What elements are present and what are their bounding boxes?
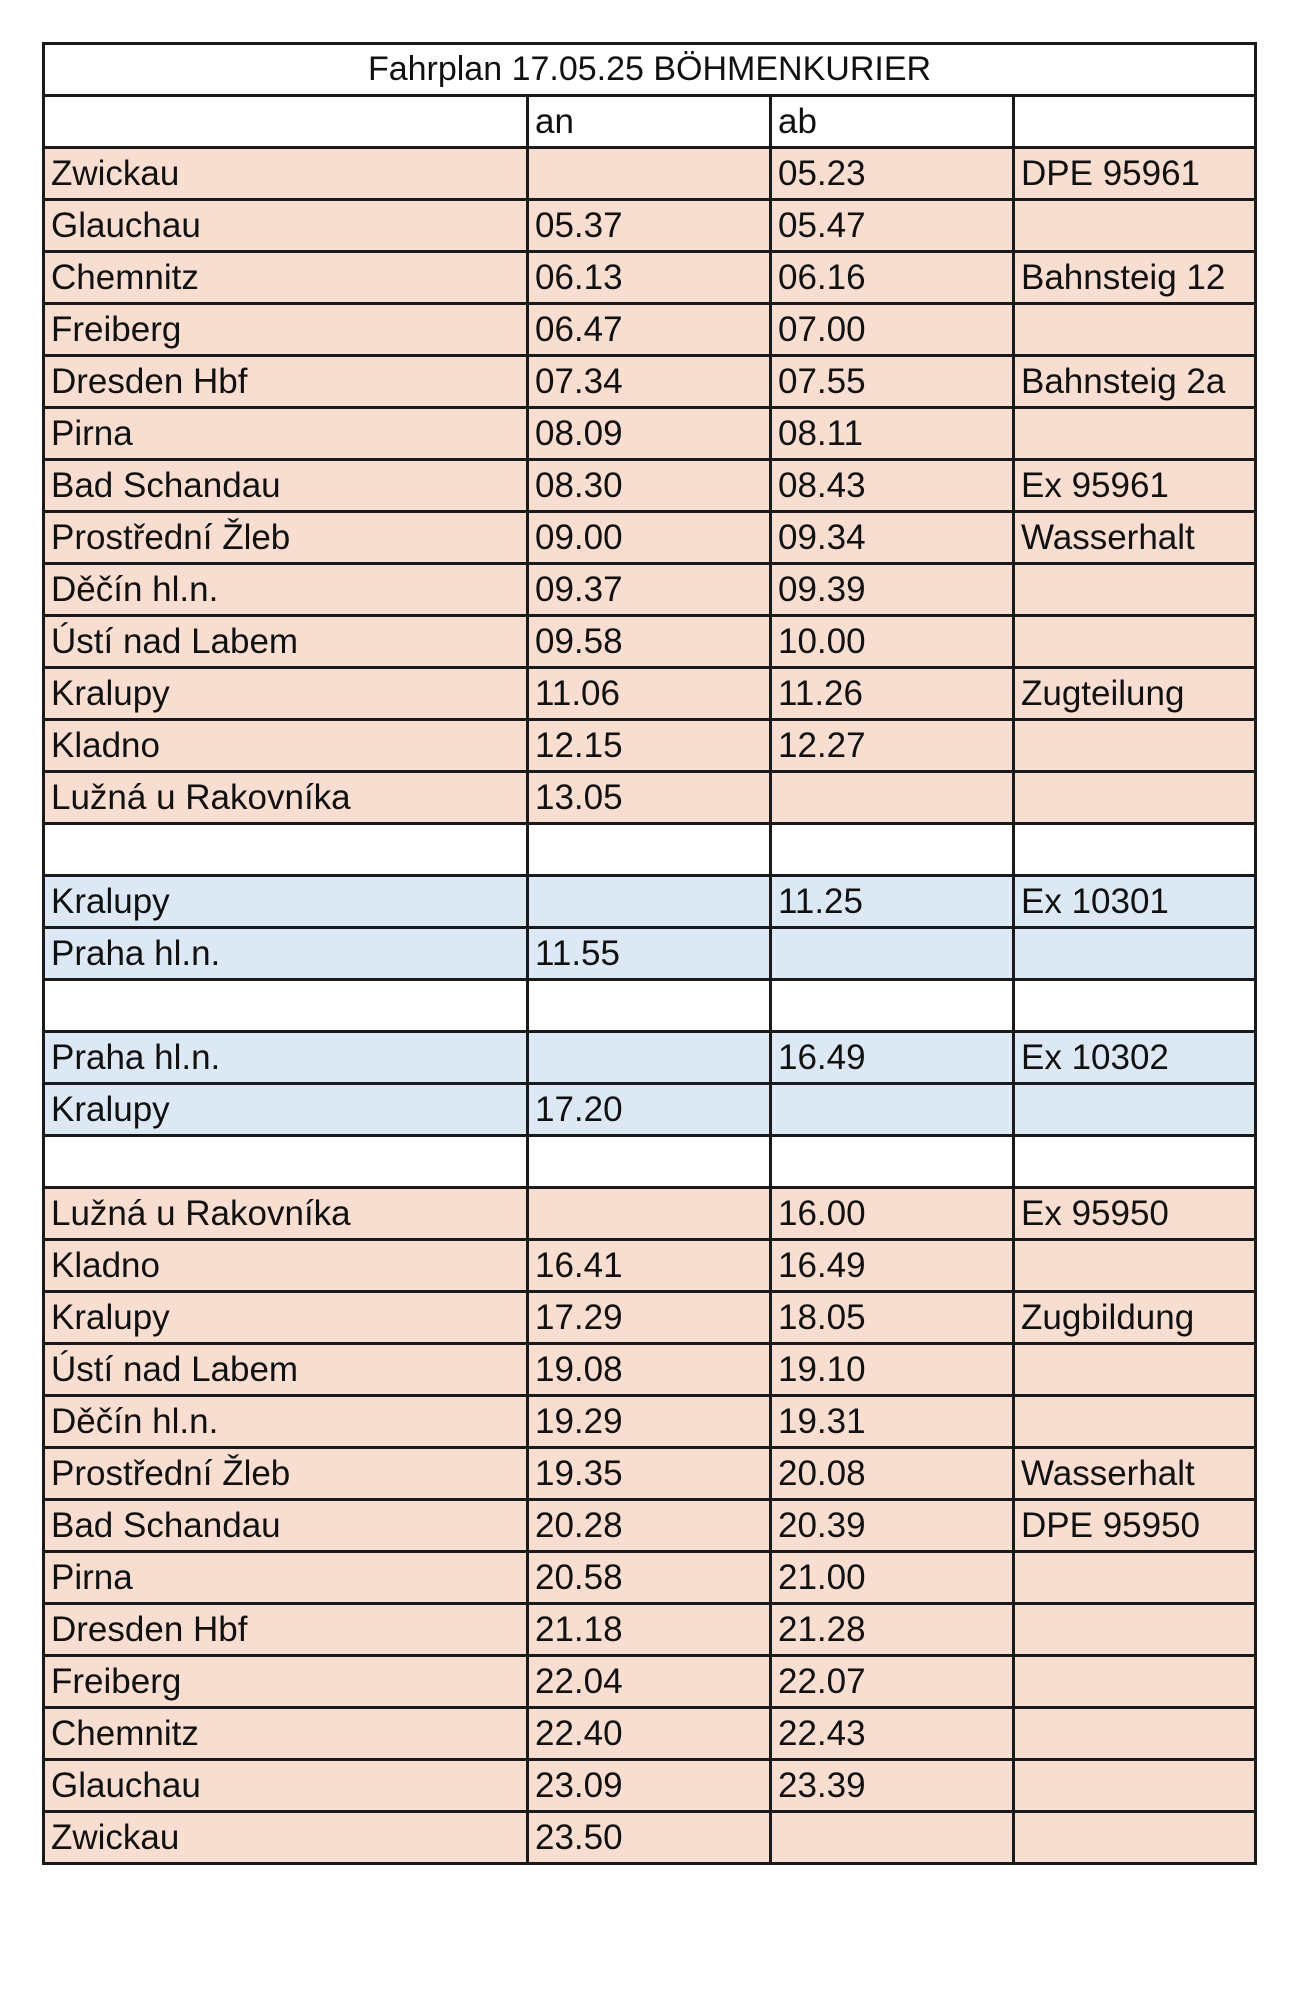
note-cell [1014, 1240, 1256, 1292]
timetable-row [44, 1292, 1256, 1344]
departure-cell: 16.00 [771, 1188, 1014, 1240]
separator-row [44, 980, 1256, 1032]
departure-cell [771, 980, 1014, 1032]
timetable-row [44, 512, 1256, 564]
departure-cell: 12.27 [771, 720, 1014, 772]
departure-cell: 16.49 [771, 1240, 1014, 1292]
departure-cell: 05.47 [771, 200, 1014, 252]
departure-cell: 06.16 [771, 252, 1014, 304]
note-cell: Bahnsteig 12 [1014, 252, 1256, 304]
arrival-cell: 09.58 [528, 616, 771, 668]
departure-cell: 11.26 [771, 668, 1014, 720]
arrival-cell: 19.29 [528, 1396, 771, 1448]
arrival-cell: 12.15 [528, 720, 771, 772]
departure-cell: 08.11 [771, 408, 1014, 460]
departure-cell: 08.43 [771, 460, 1014, 512]
station-cell: Kralupy [44, 1084, 528, 1136]
station-cell: Prostřední Žleb [44, 1448, 528, 1500]
departure-cell: 22.43 [771, 1708, 1014, 1760]
station-cell: Chemnitz [44, 1708, 528, 1760]
timetable-row [44, 1812, 1256, 1864]
arrival-cell: 11.06 [528, 668, 771, 720]
station-cell: Glauchau [44, 200, 528, 252]
timetable-row [44, 304, 1256, 356]
arrival-cell: 21.18 [528, 1604, 771, 1656]
station-cell: Zwickau [44, 1812, 528, 1864]
station-cell: Kladno [44, 1240, 528, 1292]
timetable-row [44, 564, 1256, 616]
arrival-cell: 06.13 [528, 252, 771, 304]
note-cell: DPE 95950 [1014, 1500, 1256, 1552]
note-cell [1014, 1136, 1256, 1188]
departure-cell [771, 824, 1014, 876]
timetable-row [44, 1396, 1256, 1448]
station-cell: Praha hl.n. [44, 928, 528, 980]
arrival-cell [528, 980, 771, 1032]
note-cell: Ex 10302 [1014, 1032, 1256, 1084]
departure-cell: 09.34 [771, 512, 1014, 564]
note-cell [1014, 564, 1256, 616]
timetable-row [44, 928, 1256, 980]
note-cell: Wasserhalt [1014, 512, 1256, 564]
departure-cell: 23.39 [771, 1760, 1014, 1812]
arrival-cell: 17.20 [528, 1084, 771, 1136]
arrival-cell [528, 1188, 771, 1240]
station-cell: Lužná u Rakovníka [44, 772, 528, 824]
timetable-row [44, 1448, 1256, 1500]
header-ab: ab [771, 96, 1014, 148]
timetable-row [44, 1188, 1256, 1240]
timetable-row [44, 148, 1256, 200]
timetable-row [44, 1708, 1256, 1760]
note-cell: DPE 95961 [1014, 148, 1256, 200]
station-cell: Kralupy [44, 876, 528, 928]
timetable-row [44, 1760, 1256, 1812]
header-row [44, 96, 1256, 148]
arrival-cell: 09.37 [528, 564, 771, 616]
station-cell: Chemnitz [44, 252, 528, 304]
arrival-cell: 07.34 [528, 356, 771, 408]
arrival-cell [528, 148, 771, 200]
timetable-row [44, 1656, 1256, 1708]
note-cell [1014, 980, 1256, 1032]
note-cell: Ex 95950 [1014, 1188, 1256, 1240]
note-cell [1014, 1084, 1256, 1136]
title-row [44, 44, 1256, 96]
timetable-row [44, 772, 1256, 824]
arrival-cell: 22.40 [528, 1708, 771, 1760]
arrival-cell: 17.29 [528, 1292, 771, 1344]
arrival-cell: 08.30 [528, 460, 771, 512]
station-cell: Děčín hl.n. [44, 564, 528, 616]
station-cell [44, 980, 528, 1032]
arrival-cell [528, 876, 771, 928]
note-cell: Ex 95961 [1014, 460, 1256, 512]
departure-cell: 18.05 [771, 1292, 1014, 1344]
departure-cell [771, 1136, 1014, 1188]
timetable [42, 42, 1257, 1865]
timetable-row [44, 356, 1256, 408]
station-cell [44, 824, 528, 876]
arrival-cell: 16.41 [528, 1240, 771, 1292]
departure-cell: 09.39 [771, 564, 1014, 616]
note-cell: Bahnsteig 2a [1014, 356, 1256, 408]
note-cell: Zugbildung [1014, 1292, 1256, 1344]
arrival-cell: 13.05 [528, 772, 771, 824]
note-cell [1014, 408, 1256, 460]
station-cell: Kralupy [44, 668, 528, 720]
timetable-row [44, 200, 1256, 252]
departure-cell: 20.39 [771, 1500, 1014, 1552]
timetable-row [44, 252, 1256, 304]
departure-cell [771, 772, 1014, 824]
note-cell [1014, 304, 1256, 356]
station-cell: Dresden Hbf [44, 356, 528, 408]
separator-row [44, 824, 1256, 876]
note-cell [1014, 1760, 1256, 1812]
station-cell: Pirna [44, 1552, 528, 1604]
timetable-row [44, 408, 1256, 460]
station-cell: Prostřední Žleb [44, 512, 528, 564]
station-cell: Pirna [44, 408, 528, 460]
departure-cell: 20.08 [771, 1448, 1014, 1500]
note-cell: Wasserhalt [1014, 1448, 1256, 1500]
station-cell: Bad Schandau [44, 1500, 528, 1552]
station-cell: Zwickau [44, 148, 528, 200]
station-cell: Freiberg [44, 1656, 528, 1708]
arrival-cell: 19.08 [528, 1344, 771, 1396]
departure-cell: 11.25 [771, 876, 1014, 928]
station-cell: Dresden Hbf [44, 1604, 528, 1656]
timetable-row [44, 876, 1256, 928]
arrival-cell: 23.50 [528, 1812, 771, 1864]
header-station [44, 96, 528, 148]
departure-cell: 07.55 [771, 356, 1014, 408]
note-cell [1014, 200, 1256, 252]
arrival-cell: 09.00 [528, 512, 771, 564]
note-cell [1014, 1812, 1256, 1864]
arrival-cell: 23.09 [528, 1760, 771, 1812]
departure-cell: 16.49 [771, 1032, 1014, 1084]
departure-cell: 19.31 [771, 1396, 1014, 1448]
timetable-title: Fahrplan 17.05.25 BÖHMENKURIER [44, 44, 1256, 96]
station-cell: Kralupy [44, 1292, 528, 1344]
arrival-cell: 08.09 [528, 408, 771, 460]
timetable-body [44, 44, 1256, 1864]
arrival-cell [528, 1032, 771, 1084]
note-cell [1014, 772, 1256, 824]
note-cell: Zugteilung [1014, 668, 1256, 720]
timetable-row [44, 460, 1256, 512]
station-cell [44, 1136, 528, 1188]
station-cell: Glauchau [44, 1760, 528, 1812]
header-an: an [528, 96, 771, 148]
timetable-row [44, 668, 1256, 720]
separator-row [44, 1136, 1256, 1188]
arrival-cell: 05.37 [528, 200, 771, 252]
station-cell: Děčín hl.n. [44, 1396, 528, 1448]
departure-cell: 19.10 [771, 1344, 1014, 1396]
departure-cell [771, 1084, 1014, 1136]
note-cell [1014, 720, 1256, 772]
arrival-cell: 06.47 [528, 304, 771, 356]
timetable-row [44, 1344, 1256, 1396]
departure-cell: 21.28 [771, 1604, 1014, 1656]
timetable-row [44, 1604, 1256, 1656]
station-cell: Kladno [44, 720, 528, 772]
station-cell: Ústí nad Labem [44, 616, 528, 668]
departure-cell [771, 928, 1014, 980]
arrival-cell: 20.28 [528, 1500, 771, 1552]
station-cell: Lužná u Rakovníka [44, 1188, 528, 1240]
timetable-row [44, 1240, 1256, 1292]
timetable-row [44, 720, 1256, 772]
note-cell [1014, 1656, 1256, 1708]
note-cell [1014, 1708, 1256, 1760]
note-cell [1014, 928, 1256, 980]
timetable-row [44, 1500, 1256, 1552]
note-cell: Ex 10301 [1014, 876, 1256, 928]
note-cell [1014, 1344, 1256, 1396]
timetable-row [44, 1032, 1256, 1084]
arrival-cell [528, 1136, 771, 1188]
departure-cell: 05.23 [771, 148, 1014, 200]
station-cell: Praha hl.n. [44, 1032, 528, 1084]
station-cell: Ústí nad Labem [44, 1344, 528, 1396]
arrival-cell: 19.35 [528, 1448, 771, 1500]
departure-cell: 22.07 [771, 1656, 1014, 1708]
timetable-row [44, 1552, 1256, 1604]
departure-cell: 07.00 [771, 304, 1014, 356]
departure-cell [771, 1812, 1014, 1864]
note-cell [1014, 1604, 1256, 1656]
station-cell: Freiberg [44, 304, 528, 356]
departure-cell: 21.00 [771, 1552, 1014, 1604]
note-cell [1014, 1552, 1256, 1604]
station-cell: Bad Schandau [44, 460, 528, 512]
timetable-row [44, 616, 1256, 668]
timetable-row [44, 1084, 1256, 1136]
header-note [1014, 96, 1256, 148]
note-cell [1014, 616, 1256, 668]
arrival-cell: 11.55 [528, 928, 771, 980]
arrival-cell [528, 824, 771, 876]
arrival-cell: 20.58 [528, 1552, 771, 1604]
departure-cell: 10.00 [771, 616, 1014, 668]
note-cell [1014, 1396, 1256, 1448]
note-cell [1014, 824, 1256, 876]
arrival-cell: 22.04 [528, 1656, 771, 1708]
